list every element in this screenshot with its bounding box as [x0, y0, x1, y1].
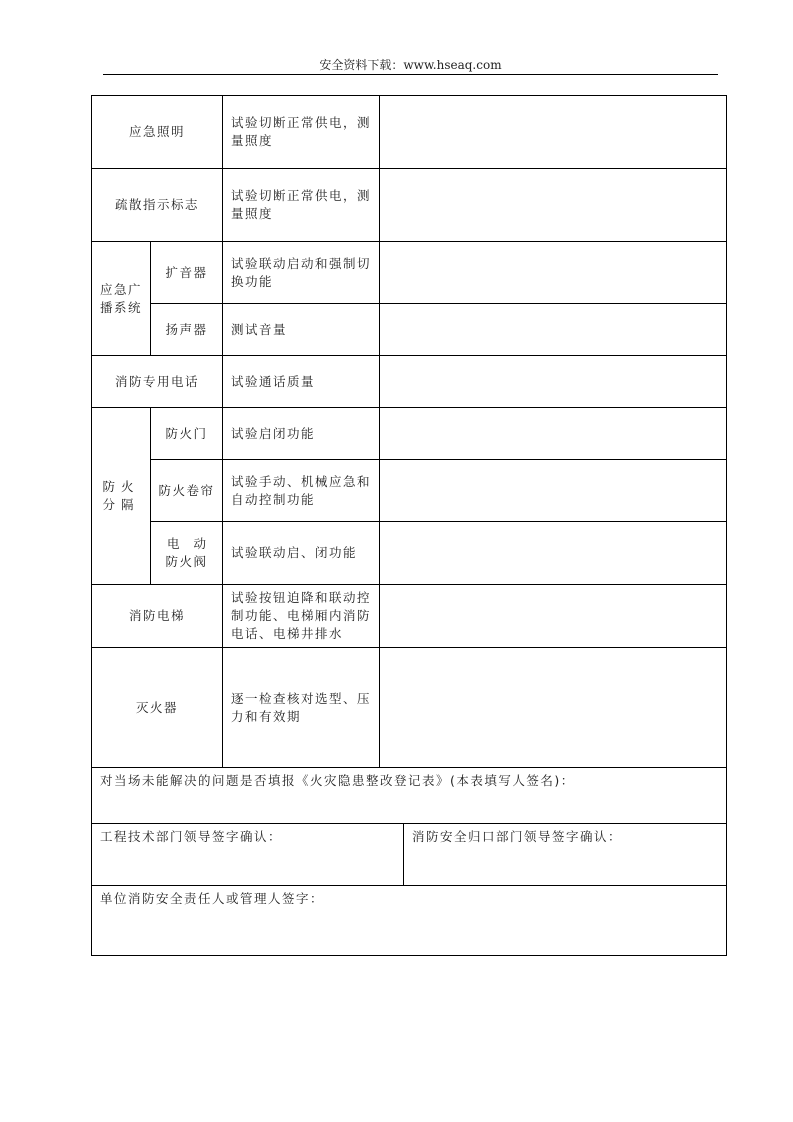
method-amplifier — [222, 241, 379, 303]
item-speaker — [150, 303, 222, 355]
group-broadcast — [91, 241, 150, 355]
result-extinguisher — [379, 647, 727, 767]
item-label: 疏散指示标志 — [114, 197, 199, 212]
item-label: 防火卷帘 — [158, 482, 215, 498]
item-label: 消防专用电话 — [114, 373, 199, 389]
result-emergency-lighting — [379, 95, 727, 168]
field-label: 对当场未能解决的问题是否填报《火灾隐患整改登记表》(本表填写人签名)： — [100, 773, 575, 788]
field-label: 消防安全归口部门领导签字确认： — [412, 829, 623, 844]
item-label: 扩音器 — [165, 264, 208, 280]
group-label-line1: 防火 — [102, 479, 140, 494]
item-label: 灭火器 — [135, 699, 178, 715]
method-fire-phone — [222, 355, 379, 407]
item-fire-elevator — [91, 584, 222, 647]
result-electric-damper — [379, 521, 727, 584]
method-fire-elevator — [222, 584, 379, 647]
item-label: 扬声器 — [165, 321, 208, 337]
method-text: 试验联动启、闭功能 — [231, 545, 358, 560]
method-text: 逐一检查核对选型、压力和有效期 — [231, 690, 372, 724]
safety-dept-signature-field — [403, 823, 727, 885]
method-electric-damper — [222, 521, 379, 584]
method-text: 试验联动启动和强制切换功能 — [231, 255, 372, 289]
group-label-line2: 分隔 — [102, 497, 140, 512]
result-fire-elevator — [379, 584, 727, 647]
method-speaker — [222, 303, 379, 355]
method-text: 试验按钮迫降和联动控制功能、电梯厢内消防电话、电梯井排水 — [231, 590, 372, 641]
result-fire-phone — [379, 355, 727, 407]
page-header — [103, 57, 718, 75]
field-label: 单位消防安全责任人或管理人签字： — [100, 891, 325, 906]
item-label: 应急照明 — [128, 124, 185, 139]
item-label: 防火门 — [165, 425, 208, 441]
method-text: 试验通话质量 — [231, 373, 316, 389]
method-evacuation-signs — [222, 168, 379, 241]
item-electric-damper — [150, 521, 222, 584]
responsible-person-signature-field — [91, 885, 727, 956]
header-text: 安全资料下载：www.hseaq.com — [319, 58, 502, 72]
tech-dept-signature-field — [91, 823, 403, 885]
item-amplifier — [150, 241, 222, 303]
item-label: 消防电梯 — [128, 608, 185, 623]
result-fire-door — [379, 407, 727, 459]
item-fire-shutter — [150, 459, 222, 521]
method-extinguisher — [222, 647, 379, 767]
item-label-line1: 电动 — [166, 536, 220, 551]
item-fire-phone — [91, 355, 222, 407]
field-label: 工程技术部门领导签字确认： — [100, 829, 283, 844]
item-extinguisher — [91, 647, 222, 767]
method-text: 测试音量 — [231, 321, 288, 337]
group-fire-separation — [91, 407, 150, 584]
method-text: 试验手动、机械应急和自动控制功能 — [231, 473, 372, 507]
item-label-line2: 防火阀 — [165, 554, 208, 569]
method-emergency-lighting — [222, 95, 379, 168]
result-speaker — [379, 303, 727, 355]
unresolved-issues-field — [91, 767, 727, 823]
method-text: 试验切断正常供电，测量照度 — [231, 188, 372, 221]
method-text: 试验启闭功能 — [231, 425, 316, 441]
group-label: 应急广播系统 — [100, 281, 143, 315]
item-evacuation-signs — [91, 168, 222, 241]
item-emergency-lighting — [91, 95, 222, 168]
method-text: 试验切断正常供电，测量照度 — [231, 115, 372, 148]
result-fire-shutter — [379, 459, 727, 521]
method-fire-door — [222, 407, 379, 459]
result-amplifier — [379, 241, 727, 303]
item-fire-door — [150, 407, 222, 459]
method-fire-shutter — [222, 459, 379, 521]
result-evacuation-signs — [379, 168, 727, 241]
